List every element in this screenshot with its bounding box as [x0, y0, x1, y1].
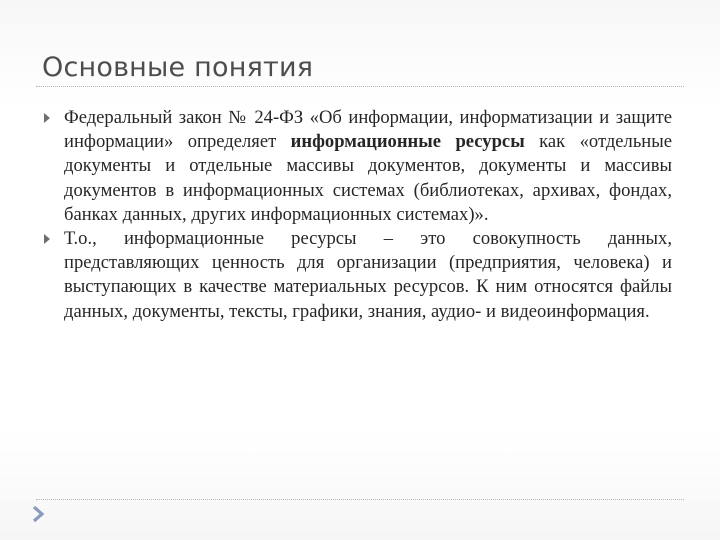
triangle-bullet-icon — [44, 234, 50, 244]
title-divider — [36, 86, 684, 87]
bullet-text — [64, 106, 672, 227]
bullet-item-law-definition — [42, 106, 672, 227]
bullet-list — [42, 106, 672, 324]
footer-divider — [36, 499, 684, 500]
bullet-item-resources-definition — [42, 227, 672, 324]
triangle-bullet-icon — [44, 113, 50, 123]
bullet-text: Т.о., информационные ресурсы – это совокупность данных, представляющих ценность для организации (предприятия, человека) и выступающих в качестве материальных ресурсов. К ним относятся файлы данных, документы, тексты, графики, знания, аудио- и видеоинформация. — [64, 228, 672, 322]
bullet-text-after: как «отдельные документы и отдельные массивы документов, документы и массивы документов в информационных системах (библиотеках, архивах, фондах, банках данных, других информационных системах)». — [64, 131, 673, 225]
bullet-text-bold-term: информационные ресурсы — [290, 131, 525, 153]
slide-title: Основные понятия — [42, 52, 314, 83]
bullet-text-before: Федеральный закон № 24-ФЗ «Об информации, информатизации и защите информации» определяет — [64, 107, 672, 153]
chevron-right-icon[interactable] — [28, 504, 48, 524]
